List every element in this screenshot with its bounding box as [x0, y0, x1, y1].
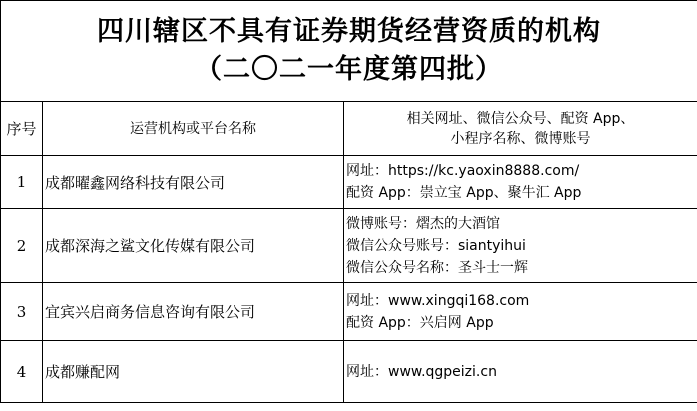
table-subtitle: （二〇二一年度第四批）	[195, 54, 503, 85]
row-serial: 2	[1, 209, 43, 283]
title-row	[1, 1, 697, 102]
row-serial: 3	[1, 283, 43, 341]
header-org: 运营机构或平台名称	[43, 102, 344, 156]
row-org-name: 宜宾兴启商务信息咨询有限公司	[43, 283, 344, 341]
row-org-name: 成都深海之鲨文化传媒有限公司	[43, 209, 344, 283]
contact-line: 配资 App：崇立宝 App、聚牛汇 App	[346, 185, 582, 201]
contact-line: 微博账号：熠杰的大酒馆	[346, 215, 500, 232]
header-contact	[344, 102, 697, 156]
contact-line: 配资 App：兴启网 App	[346, 314, 494, 331]
row-contact	[344, 156, 697, 209]
title-cell	[1, 1, 697, 102]
contact-line: 网址：www.xingqi168.com	[346, 292, 530, 309]
row-serial: 1	[1, 156, 43, 209]
row-serial: 4	[1, 341, 43, 403]
table-row	[1, 283, 697, 341]
row-org-name: 成都赚配网	[43, 341, 344, 403]
header-serial: 序号	[1, 102, 43, 156]
contact-line: 微信公众号账号：siantyihui	[346, 237, 526, 254]
header-row	[1, 102, 697, 156]
row-contact	[344, 341, 697, 403]
contact-line: 网址：www.qgpeizi.cn	[346, 363, 497, 380]
table-row	[1, 209, 697, 283]
table-row	[1, 156, 697, 209]
header-contact-line-2: 小程序名称、微博账号	[450, 130, 591, 147]
contact-line: 微信公众号名称：圣斗士一辉	[346, 259, 528, 276]
table-row	[1, 341, 697, 403]
header-contact-line-1: 相关网址、微信公众号、配资 App、	[406, 110, 635, 127]
contact-line: 网址：https://kc.yaoxin8888.com/	[346, 163, 580, 179]
row-contact	[344, 283, 697, 341]
table-title: 四川辖区不具有证券期货经营资质的机构	[97, 16, 601, 47]
row-contact	[344, 209, 697, 283]
row-org-name: 成都曜鑫网络科技有限公司	[43, 156, 344, 209]
